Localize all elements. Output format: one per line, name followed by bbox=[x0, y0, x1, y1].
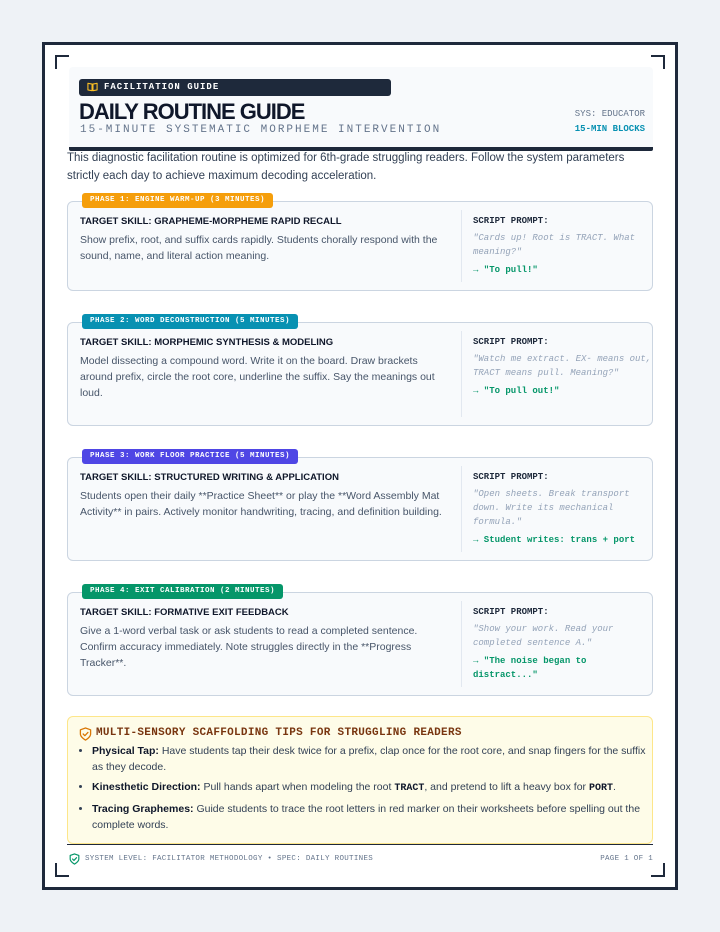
document-header bbox=[69, 67, 653, 151]
page-title: DAILY ROUTINE GUIDE bbox=[79, 99, 305, 124]
tip-text: Guide students to trace the root letters in red marker on their worksheets before spelling out the complete words. bbox=[92, 803, 641, 831]
script-prompt-panel bbox=[461, 601, 653, 687]
phase-description: Give a 1-word verbal task or ask students to read a completed sentence. Confirm accuracy immediately. Note struggles directly in the **Progress Tracker**. bbox=[80, 625, 418, 669]
list-item bbox=[92, 743, 658, 775]
target-skill: TARGET SKILL: GRAPHEME-MORPHEME RAPID RECALL bbox=[80, 216, 342, 227]
corner-mark bbox=[651, 863, 665, 877]
script-prompt-label: SCRIPT PROMPT: bbox=[473, 607, 549, 617]
phase-description: Students open their daily **Practice Sheet** or play the **Word Assembly Mat Activity** in pairs. Actively monitor handwriting, tracing, and definition building. bbox=[80, 490, 442, 518]
script-prompt-label: SCRIPT PROMPT: bbox=[473, 472, 549, 482]
script-prompt-answer: → "To pull out!" bbox=[473, 386, 560, 396]
badge-label: FACILITATION GUIDE bbox=[104, 82, 220, 92]
tip-text: , and pretend to lift a heavy box for bbox=[424, 781, 589, 793]
tip-lead: Kinesthetic Direction: bbox=[92, 781, 201, 793]
script-prompt-label: SCRIPT PROMPT: bbox=[473, 216, 549, 226]
phase-badge: PHASE 4: EXIT CALIBRATION (2 MINUTES) bbox=[82, 584, 283, 599]
script-prompt-quote: "Cards up! Root is TRACT. What meaning?" bbox=[473, 233, 636, 257]
tip-text: . bbox=[612, 781, 616, 793]
shield-icon bbox=[79, 727, 92, 741]
target-skill: TARGET SKILL: STRUCTURED WRITING & APPLICATION bbox=[80, 472, 339, 483]
corner-mark bbox=[55, 863, 69, 877]
script-prompt-panel bbox=[461, 331, 653, 417]
phase-badge: PHASE 3: WORK FLOOR PRACTICE (5 MINUTES) bbox=[82, 449, 298, 464]
page-subtitle: 15-MINUTE SYSTEMATIC MORPHEME INTERVENTION bbox=[80, 124, 442, 136]
script-prompt-answer: → "The noise began to distract..." bbox=[473, 656, 587, 680]
phase-card-2 bbox=[67, 317, 653, 426]
tips-title: MULTI-SENSORY SCAFFOLDING TIPS FOR STRUGGLING READERS bbox=[96, 727, 462, 739]
phase-card-4 bbox=[67, 587, 653, 696]
footer-divider bbox=[67, 844, 653, 845]
tip-code: TRACT bbox=[394, 783, 425, 794]
blocks-label: 15-MIN BLOCKS bbox=[574, 124, 645, 134]
phase-description: Show prefix, root, and suffix cards rapidly. Students chorally respond with the sound, name, and literal action meaning. bbox=[80, 234, 438, 262]
phase-badge: PHASE 2: WORD DECONSTRUCTION (5 MINUTES) bbox=[82, 314, 298, 329]
corner-mark bbox=[651, 55, 665, 69]
facilitation-guide-badge bbox=[79, 79, 391, 96]
tips-list bbox=[78, 743, 658, 837]
sys-label: SYS: EDUCATOR bbox=[574, 109, 645, 119]
script-prompt-answer: → Student writes: trans + port bbox=[473, 535, 636, 545]
intro-paragraph: This diagnostic facilitation routine is optimized for 6th-grade struggling readers. Follow the system parameters strictly each day to achieve maximum decoding acceleration. bbox=[67, 152, 625, 182]
book-icon bbox=[87, 82, 98, 92]
script-prompt-panel bbox=[461, 466, 653, 552]
script-prompt-label: SCRIPT PROMPT: bbox=[473, 337, 549, 347]
tip-lead: Tracing Graphemes: bbox=[92, 803, 194, 815]
phase-card-3 bbox=[67, 452, 653, 561]
script-prompt-panel bbox=[461, 210, 653, 282]
tip-text: Have students tap their desk twice for a prefix, clap once for the root core, and snap fingers for the suffix as they decode. bbox=[92, 745, 646, 773]
phase-badge: PHASE 1: ENGINE WARM-UP (3 MINUTES) bbox=[82, 193, 273, 208]
document-frame bbox=[42, 42, 678, 890]
tip-lead: Physical Tap: bbox=[92, 745, 159, 757]
footer-system-level: SYSTEM LEVEL: FACILITATOR METHODOLOGY • SPEC: DAILY ROUTINES bbox=[85, 855, 374, 863]
script-prompt-quote: "Open sheets. Break transport down. Write its mechanical formula." bbox=[473, 489, 630, 527]
corner-mark bbox=[55, 55, 69, 69]
footer-page-number: PAGE 1 OF 1 bbox=[600, 855, 653, 863]
tip-text: Pull hands apart when modeling the root bbox=[200, 781, 395, 793]
script-prompt-answer: → "To pull!" bbox=[473, 265, 538, 275]
scaffolding-tips-box bbox=[67, 716, 653, 844]
list-item bbox=[92, 779, 658, 797]
target-skill: TARGET SKILL: MORPHEMIC SYNTHESIS & MODELING bbox=[80, 337, 334, 348]
script-prompt-quote: "Watch me extract. EX- means out, TRACT means pull. Meaning?" bbox=[473, 354, 652, 378]
list-item bbox=[92, 801, 658, 833]
phase-description: Model dissecting a compound word. Write it on the board. Draw brackets around prefix, circle the root core, underline the suffix. Say the meanings out loud. bbox=[80, 355, 435, 399]
phase-card-1 bbox=[67, 196, 653, 291]
tip-code: PORT bbox=[588, 783, 613, 794]
target-skill: TARGET SKILL: FORMATIVE EXIT FEEDBACK bbox=[80, 607, 289, 618]
script-prompt-quote: "Show your work. Read your completed sentence A." bbox=[473, 624, 614, 648]
shield-check-icon bbox=[69, 853, 80, 865]
